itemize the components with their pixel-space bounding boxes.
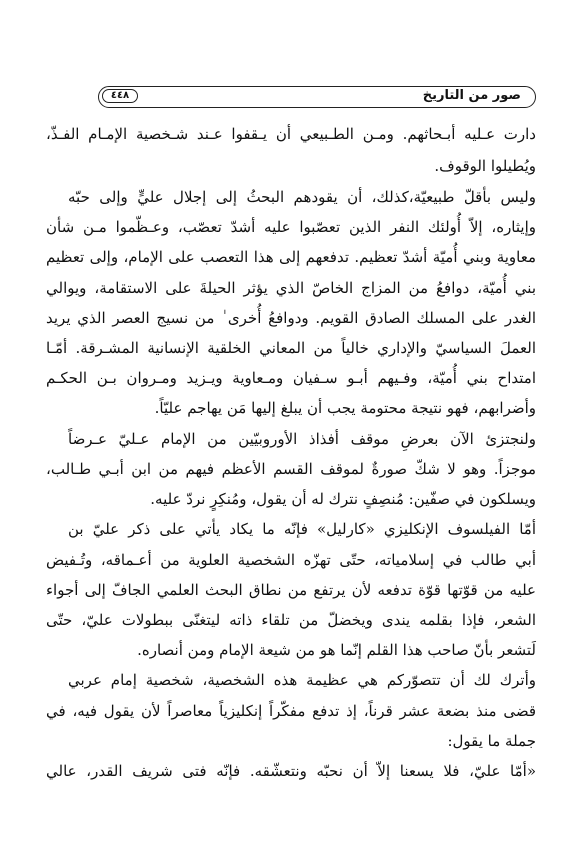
page-number: ٤٤٨ <box>102 89 138 103</box>
text-line: دارت عـليه أبـحاثهم. ومـن الطـبيعي أن يـقفوا عـند شـخصية الإمـام الفـذّ، <box>46 125 536 143</box>
text-line: بني أُميّة، دوافعُ من المزاج الخاصّ الذي يؤثر الحيلةَ على الاستقامة، ويوالي <box>46 279 536 297</box>
text-line: معاوية وبني أُميّة أشدّ تعظيم. تدفعهم إلى هذا التعصب على الإمام، وإلى تعظيم <box>46 248 536 266</box>
header-title: صور من التاريخ <box>422 88 521 103</box>
text-line: قضى منذ بضعة عشر قرناً، إذ تدفع مفكّراً إنكليزياً معاصراً لأن يقول فيه، في <box>46 702 536 720</box>
text-line: وأترك لك أن تتصوّركم هي عظيمة هذه الشخصية، شخصية إمام عربي <box>68 671 536 689</box>
text-line: أبي طالب في إسلامياته، حتّى تهزّه الشخصية العلوية من أعـماقه، وتُـفيض <box>46 551 536 569</box>
text-line: ولنجتزئ الآن بعرضِ موقف أفذاذ الأوروبيّين من الإمام عـليّ عـرضاً <box>68 430 536 448</box>
text-line: العملَ السياسيّ والإداري خالياً من المعاني الخلقية الإنسانية المشـرقة. أمّـا <box>46 339 536 357</box>
text-line: الشعر، فإذا بقلمه يندى ويخضلّ من تلقاء ذاته ليتغنّى ببطولات عليّ، حتّى <box>46 611 536 629</box>
text-line: امتداح بني أُميّة، وفـيهم أبـو سـفيان ومـعاوية ويـزيد ومـروان بـن الحكـم <box>46 369 536 387</box>
text-line: عليه من قوّتها قوّة تدفعه لأن يرتفع من نطاق البحث العلمي الجافّ إلى أجواء <box>46 581 536 599</box>
text-line: موجزاً. وهو لا شكّ صورةٌ لموقف القسم الأعظم فيهم من ابن أبـي طـالب، <box>46 460 536 478</box>
text-line: الغدر على المسلك الصادق القويم. ودوافعُ أُخرى ٰ من نسيج العصر الذي يريد <box>46 309 536 327</box>
text-line: أمّا الفيلسوف الإنكليزي «كارليل» فإنّه ما يكاد يأتي على ذكر عليّ بن <box>68 520 536 538</box>
text-line: وليس بأقلّ طبيعيّة،كذلك، أن يقودهم البحثُ إلى إجلال عليٍّ وإلى حبّه <box>68 188 536 206</box>
text-line: جملة ما يقول: <box>447 732 536 750</box>
text-line: وإيثاره، إلاّ أُولئك النفر الذين تعصّبوا عليه أشدّ تعصّب، وعـظّموا مـن شأن <box>46 218 536 236</box>
running-header <box>98 86 536 108</box>
text-line: ويسلكون في صفّين: مُنصِفٍ نترك له أن يقول، ومُنكِرٍ نردّ عليه. <box>150 490 536 508</box>
text-line: وأضرابهم، فهو نتيجة محتومة يجب أن يبلغ إليها مَن يهاجم عليّاً. <box>154 399 536 417</box>
text-line: «أمّا عليّ، فلا يسعنا إلاّ أن نحبّه ونتعشّقه. فإنّه فتى شريف القدر، عالي <box>46 762 536 780</box>
text-line: ويُطيلوا الوقوف. <box>434 157 536 175</box>
text-line: لَتشعر بأنّ صاحب هذا القلم إنّما هو من شيعة الإمام ومن أنصاره. <box>137 641 536 659</box>
